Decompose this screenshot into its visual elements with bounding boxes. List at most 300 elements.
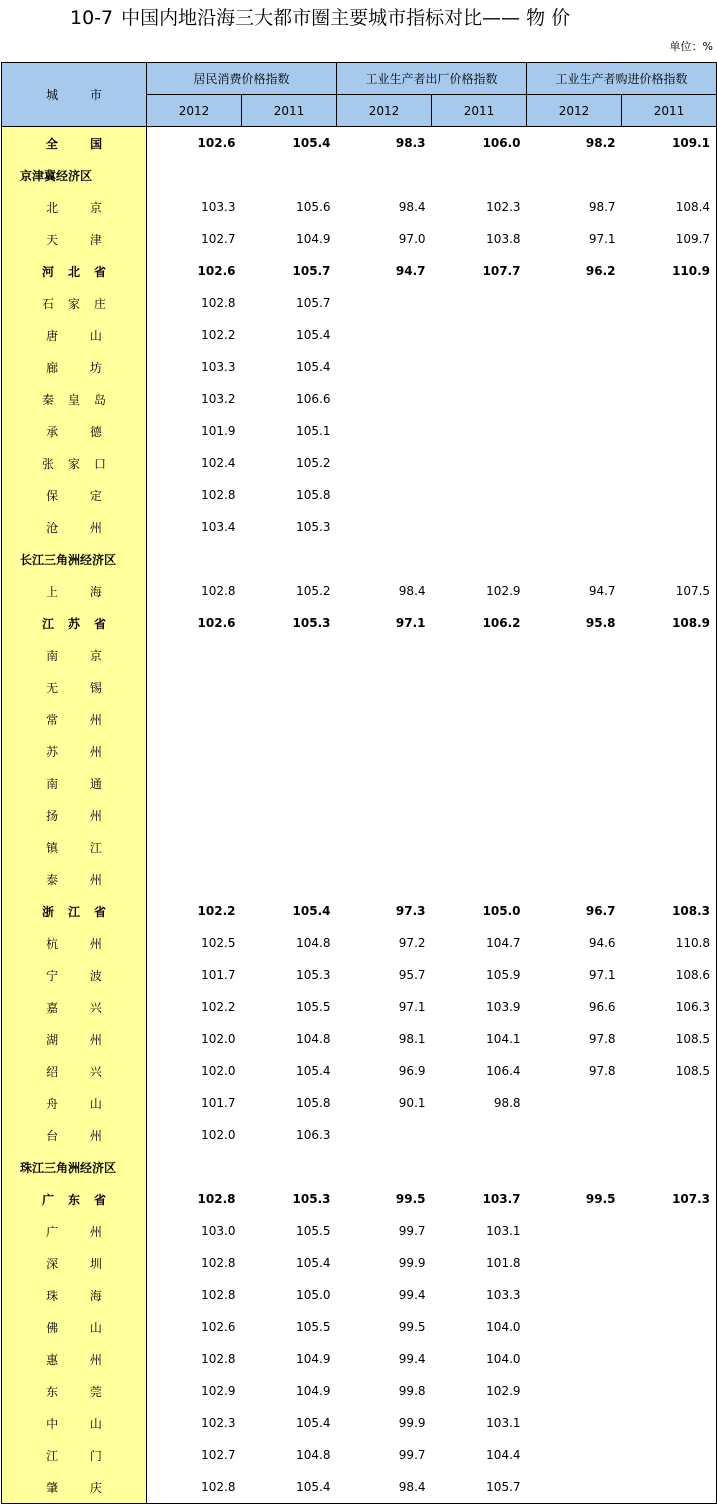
value-cell (337, 671, 432, 703)
city-name: 佛 山 (2, 1311, 147, 1343)
value-cell (527, 831, 622, 863)
city-name: 镇 江 (2, 831, 147, 863)
value-cell: 102.7 (201, 1448, 236, 1462)
value-cell: 102.8 (201, 1352, 236, 1366)
value-cell: 96.2 (585, 264, 616, 278)
value-cell (337, 799, 432, 831)
value-cell: 103.7 (482, 1192, 521, 1206)
value-cell (527, 1279, 622, 1311)
value-cell (622, 543, 717, 575)
value-cell: 103.1 (486, 1416, 521, 1430)
value-cell: 99.4 (398, 1352, 426, 1366)
value-cell (527, 351, 622, 383)
value-cell: 105.4 (296, 328, 331, 342)
value-cell: 105.8 (296, 488, 331, 502)
value-cell (622, 1119, 717, 1151)
value-cell (622, 1247, 717, 1279)
city-name: 上 海 (2, 575, 147, 607)
city-name: 宁 波 (2, 959, 147, 991)
table-row (2, 1343, 717, 1375)
value-cell: 105.7 (432, 1471, 527, 1504)
table-row (2, 639, 717, 671)
value-cell (147, 735, 242, 767)
value-cell (337, 287, 432, 319)
value-cell (432, 1119, 527, 1151)
city-name: 肇 庆 (2, 1471, 147, 1504)
value-cell (622, 1375, 717, 1407)
value-cell: 108.5 (622, 1055, 717, 1087)
value-cell (622, 287, 717, 319)
value-cell (432, 639, 527, 671)
value-cell (147, 639, 242, 671)
value-cell (527, 863, 622, 895)
city-name: 天 津 (2, 223, 147, 255)
value-cell: 102.3 (201, 1416, 236, 1430)
value-cell (622, 1343, 717, 1375)
value-cell (242, 799, 337, 831)
value-cell: 99.5 (398, 1320, 426, 1334)
value-cell (622, 511, 717, 543)
value-cell (622, 831, 717, 863)
value-cell (622, 415, 717, 447)
value-cell (432, 703, 527, 735)
value-cell: 105.5 (296, 1000, 331, 1014)
value-cell (622, 863, 717, 895)
value-cell: 102.8 (147, 1471, 242, 1504)
city-name: 珠 海 (2, 1279, 147, 1311)
value-cell (242, 159, 337, 191)
value-cell: 102.3 (486, 200, 521, 214)
value-cell: 108.4 (622, 191, 717, 223)
value-cell: 94.7 (395, 264, 426, 278)
value-cell (622, 1407, 717, 1439)
value-cell: 104.1 (486, 1032, 521, 1046)
value-cell: 105.2 (296, 456, 331, 470)
value-cell (242, 1151, 337, 1183)
value-cell (622, 1215, 717, 1247)
value-cell: 105.3 (296, 968, 331, 982)
value-cell: 103.3 (486, 1288, 521, 1302)
table-row (2, 799, 717, 831)
value-cell (432, 287, 527, 319)
value-cell: 99.7 (398, 1448, 426, 1462)
value-cell (622, 1087, 717, 1119)
value-cell (432, 447, 527, 479)
value-cell: 102.4 (201, 456, 236, 470)
table-row (2, 1375, 717, 1407)
value-cell: 94.7 (588, 584, 616, 598)
city-name: 嘉 兴 (2, 991, 147, 1023)
value-cell: 104.0 (486, 1352, 521, 1366)
value-cell (527, 1471, 622, 1504)
table-row (2, 191, 717, 223)
year-header: 2011 (432, 95, 527, 127)
value-cell (622, 1471, 717, 1504)
value-cell: 96.6 (588, 1000, 616, 1014)
value-cell: 97.3 (395, 904, 426, 918)
table-row (2, 991, 717, 1023)
value-cell (337, 447, 432, 479)
value-cell: 103.3 (201, 200, 236, 214)
table-header (2, 63, 717, 127)
table-row (2, 1151, 717, 1183)
value-cell: 104.9 (296, 232, 331, 246)
value-cell (622, 1311, 717, 1343)
value-cell: 101.9 (201, 424, 236, 438)
city-name: 杭 州 (2, 927, 147, 959)
value-cell: 98.4 (398, 584, 426, 598)
value-cell (337, 159, 432, 191)
value-cell: 102.9 (201, 1384, 236, 1398)
value-cell (337, 703, 432, 735)
city-name: 舟 山 (2, 1087, 147, 1119)
value-cell (337, 863, 432, 895)
value-cell (242, 735, 337, 767)
value-cell: 108.5 (622, 1023, 717, 1055)
value-cell (432, 863, 527, 895)
value-cell: 104.8 (296, 936, 331, 950)
value-cell: 105.3 (292, 616, 331, 630)
value-cell: 110.8 (622, 927, 717, 959)
value-cell: 103.9 (486, 1000, 521, 1014)
value-cell (527, 1215, 622, 1247)
value-cell: 103.0 (201, 1224, 236, 1238)
value-cell (242, 543, 337, 575)
table-row (2, 767, 717, 799)
value-cell (242, 639, 337, 671)
value-cell (622, 319, 717, 351)
value-cell: 99.9 (398, 1256, 426, 1270)
table-row (2, 447, 717, 479)
value-cell: 105.4 (296, 1064, 331, 1078)
value-cell (242, 671, 337, 703)
value-cell (527, 1119, 622, 1151)
city-name: 河北省 (2, 255, 147, 287)
table-body (2, 127, 717, 1504)
value-cell: 105.6 (296, 200, 331, 214)
value-cell: 97.8 (588, 1032, 616, 1046)
table-row (2, 1407, 717, 1439)
city-name: 台 州 (2, 1119, 147, 1151)
value-cell: 104.9 (296, 1384, 331, 1398)
year-header: 2011 (622, 95, 717, 127)
value-cell: 106.6 (296, 392, 331, 406)
city-name: 南 通 (2, 767, 147, 799)
city-name: 泰 州 (2, 863, 147, 895)
value-cell: 104.8 (296, 1448, 331, 1462)
table-row (2, 927, 717, 959)
value-cell: 103.2 (201, 392, 236, 406)
value-cell: 99.7 (398, 1224, 426, 1238)
cpi-group-header: 居民消费价格指数 (147, 63, 337, 95)
value-cell: 108.6 (622, 959, 717, 991)
value-cell: 106.3 (622, 991, 717, 1023)
city-name: 江苏省 (2, 607, 147, 639)
value-cell (432, 159, 527, 191)
value-cell (432, 511, 527, 543)
region-label: 长江三角洲经济区 (2, 543, 147, 575)
value-cell: 105.7 (292, 264, 331, 278)
table-row (2, 543, 717, 575)
table-row (2, 735, 717, 767)
value-cell: 97.1 (588, 232, 616, 246)
value-cell (432, 543, 527, 575)
table-row (2, 863, 717, 895)
value-cell: 102.9 (486, 1384, 521, 1398)
value-cell (622, 159, 717, 191)
value-cell (622, 479, 717, 511)
value-cell (432, 319, 527, 351)
city-name: 廊 坊 (2, 351, 147, 383)
table-row (2, 1055, 717, 1087)
value-cell (242, 767, 337, 799)
value-cell (432, 767, 527, 799)
value-cell: 97.1 (588, 968, 616, 982)
value-cell: 103.1 (486, 1224, 521, 1238)
data-table-container (1, 62, 715, 1504)
value-cell (147, 703, 242, 735)
value-cell (622, 1151, 717, 1183)
value-cell: 107.7 (482, 264, 521, 278)
value-cell: 105.5 (296, 1320, 331, 1334)
city-name: 南 京 (2, 639, 147, 671)
value-cell: 102.6 (197, 616, 236, 630)
table-row (2, 319, 717, 351)
value-cell: 98.1 (398, 1032, 426, 1046)
value-cell (527, 767, 622, 799)
value-cell (147, 159, 242, 191)
value-cell: 99.8 (398, 1384, 426, 1398)
value-cell: 102.8 (201, 1256, 236, 1270)
value-cell (527, 383, 622, 415)
value-cell (527, 415, 622, 447)
city-name: 无 锡 (2, 671, 147, 703)
value-cell (527, 735, 622, 767)
city-name: 唐 山 (2, 319, 147, 351)
value-cell (337, 415, 432, 447)
value-cell (527, 1439, 622, 1471)
value-cell: 104.9 (296, 1352, 331, 1366)
value-cell (527, 159, 622, 191)
value-cell: 90.1 (398, 1096, 426, 1110)
value-cell: 108.3 (622, 895, 717, 927)
value-cell: 95.7 (398, 968, 426, 982)
value-cell (147, 671, 242, 703)
page-title (0, 4, 717, 32)
city-name: 全 国 (2, 127, 147, 160)
value-cell: 102.2 (201, 328, 236, 342)
year-header: 2011 (242, 95, 337, 127)
value-cell (527, 447, 622, 479)
value-cell: 106.4 (486, 1064, 521, 1078)
table-row (2, 1183, 717, 1215)
value-cell (337, 831, 432, 863)
value-cell (147, 543, 242, 575)
city-name: 保 定 (2, 479, 147, 511)
value-cell: 105.1 (296, 424, 331, 438)
city-name: 湖 州 (2, 1023, 147, 1055)
value-cell: 106.3 (296, 1128, 331, 1142)
unit-label: 单位：% (669, 40, 713, 53)
table-row (2, 1119, 717, 1151)
city-name: 沧 州 (2, 511, 147, 543)
table-row (2, 1311, 717, 1343)
value-cell (337, 351, 432, 383)
table-number: 10-7 (70, 7, 114, 29)
city-name: 中 山 (2, 1407, 147, 1439)
value-cell: 98.4 (398, 200, 426, 214)
value-cell (527, 1151, 622, 1183)
value-cell (527, 1247, 622, 1279)
table-row (2, 255, 717, 287)
value-cell: 98.8 (493, 1096, 521, 1110)
value-cell: 105.3 (292, 1192, 331, 1206)
value-cell (147, 799, 242, 831)
city-name: 浙江省 (2, 895, 147, 927)
value-cell (527, 1407, 622, 1439)
value-cell: 98.2 (585, 136, 616, 150)
value-cell (147, 831, 242, 863)
city-name: 广 州 (2, 1215, 147, 1247)
city-name: 张家口 (2, 447, 147, 479)
value-cell: 105.0 (296, 1288, 331, 1302)
ppi-input-group-header: 工业生产者购进价格指数 (527, 63, 717, 95)
value-cell (527, 1087, 622, 1119)
city-name: 东 莞 (2, 1375, 147, 1407)
value-cell: 105.8 (296, 1096, 331, 1110)
value-cell (527, 1375, 622, 1407)
table-row (2, 671, 717, 703)
value-cell (622, 671, 717, 703)
price-index-table (1, 62, 717, 1504)
value-cell (337, 639, 432, 671)
city-name: 深 圳 (2, 1247, 147, 1279)
table-row (2, 383, 717, 415)
table-row (2, 1215, 717, 1247)
value-cell (432, 479, 527, 511)
value-cell: 102.6 (197, 264, 236, 278)
value-cell: 105.3 (296, 520, 331, 534)
value-cell (622, 1279, 717, 1311)
value-cell (622, 351, 717, 383)
value-cell (337, 735, 432, 767)
value-cell: 105.4 (296, 360, 331, 374)
value-cell: 103.4 (201, 520, 236, 534)
table-row (2, 511, 717, 543)
table-row (2, 1439, 717, 1471)
value-cell: 102.2 (201, 1000, 236, 1014)
value-cell (337, 1151, 432, 1183)
value-cell: 105.4 (292, 904, 331, 918)
value-cell: 103.3 (201, 360, 236, 374)
table-row (2, 895, 717, 927)
value-cell (622, 799, 717, 831)
value-cell (242, 863, 337, 895)
table-row (2, 1087, 717, 1119)
value-cell: 104.4 (486, 1448, 521, 1462)
value-cell: 98.7 (588, 200, 616, 214)
value-cell: 98.3 (395, 136, 426, 150)
value-cell (527, 511, 622, 543)
value-cell: 104.7 (486, 936, 521, 950)
value-cell (432, 799, 527, 831)
value-cell (622, 1439, 717, 1471)
value-cell: 101.8 (486, 1256, 521, 1270)
value-cell: 99.4 (398, 1288, 426, 1302)
value-cell: 95.8 (585, 616, 616, 630)
value-cell: 98.4 (337, 1471, 432, 1504)
value-cell: 109.1 (622, 127, 717, 160)
value-cell: 102.6 (197, 136, 236, 150)
city-name: 北 京 (2, 191, 147, 223)
value-cell: 105.4 (292, 136, 331, 150)
value-cell: 97.1 (395, 616, 426, 630)
year-header: 2012 (527, 95, 622, 127)
ppi-output-group-header: 工业生产者出厂价格指数 (337, 63, 527, 95)
value-cell: 103.8 (486, 232, 521, 246)
value-cell: 102.0 (201, 1128, 236, 1142)
value-cell: 99.5 (585, 1192, 616, 1206)
table-row (2, 415, 717, 447)
city-name: 常 州 (2, 703, 147, 735)
value-cell: 104.0 (486, 1320, 521, 1334)
value-cell: 102.9 (486, 584, 521, 598)
value-cell (147, 1151, 242, 1183)
value-cell (527, 799, 622, 831)
value-cell: 101.7 (201, 1096, 236, 1110)
value-cell (622, 383, 717, 415)
value-cell: 96.7 (585, 904, 616, 918)
table-row (2, 159, 717, 191)
value-cell: 102.8 (201, 296, 236, 310)
value-cell (432, 351, 527, 383)
value-cell: 102.2 (197, 904, 236, 918)
value-cell (622, 447, 717, 479)
header-row-groups (2, 63, 717, 95)
value-cell (337, 511, 432, 543)
table-row (2, 351, 717, 383)
value-cell: 110.9 (622, 255, 717, 287)
value-cell: 102.0 (201, 1032, 236, 1046)
value-cell: 97.8 (588, 1064, 616, 1078)
table-row (2, 223, 717, 255)
value-cell: 105.9 (486, 968, 521, 982)
city-name: 秦皇岛 (2, 383, 147, 415)
table-row (2, 479, 717, 511)
table-row (2, 1471, 717, 1504)
table-row (2, 1279, 717, 1311)
value-cell (527, 479, 622, 511)
value-cell: 102.8 (201, 584, 236, 598)
value-cell (337, 319, 432, 351)
year-header: 2012 (147, 95, 242, 127)
value-cell (337, 767, 432, 799)
value-cell (432, 671, 527, 703)
value-cell (337, 543, 432, 575)
value-cell: 109.7 (622, 223, 717, 255)
value-cell: 102.0 (201, 1064, 236, 1078)
value-cell: 105.4 (296, 1256, 331, 1270)
table-row (2, 607, 717, 639)
value-cell (337, 383, 432, 415)
table-row (2, 287, 717, 319)
value-cell: 105.4 (296, 1416, 331, 1430)
value-cell (527, 1343, 622, 1375)
value-cell: 97.1 (398, 1000, 426, 1014)
value-cell (622, 767, 717, 799)
value-cell: 102.8 (201, 488, 236, 502)
table-row (2, 1023, 717, 1055)
